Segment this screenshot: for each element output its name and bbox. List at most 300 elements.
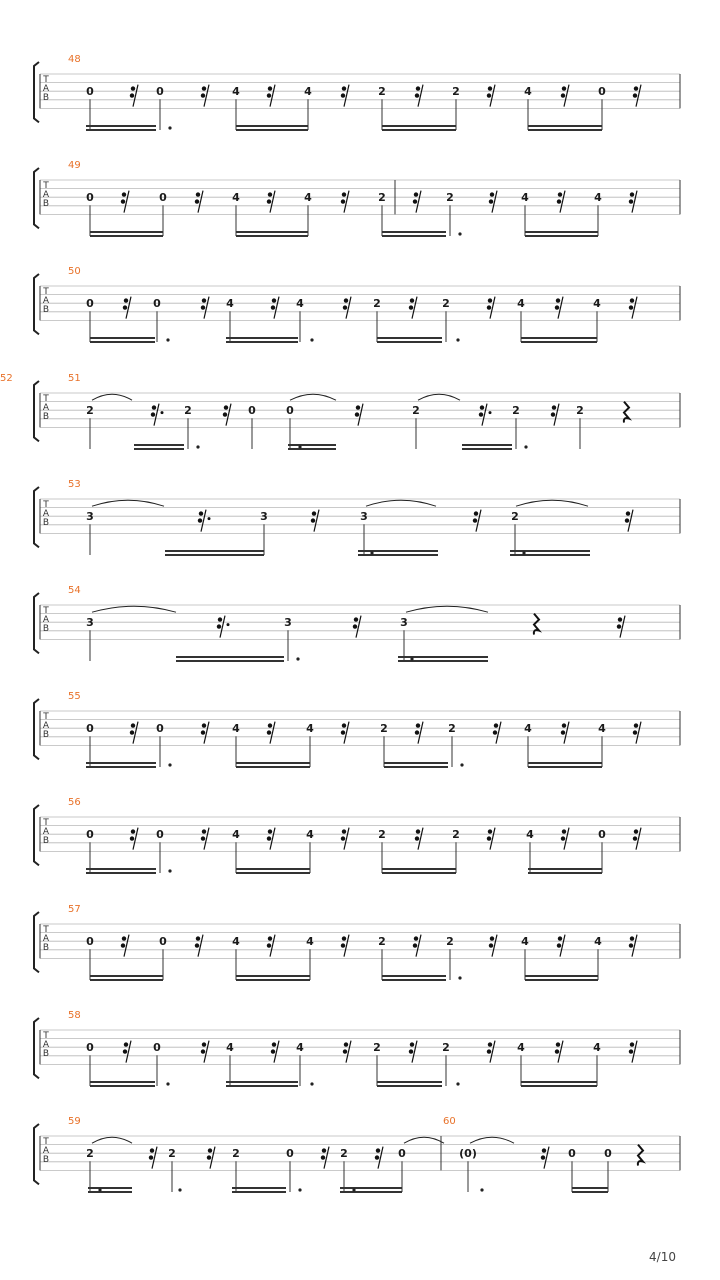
rest-flag xyxy=(198,518,202,522)
rest-flag xyxy=(473,518,477,522)
sixteenth-rest xyxy=(415,828,423,850)
rest-flag xyxy=(224,405,228,409)
rhythm-dot xyxy=(522,551,525,554)
tab-clef-letter: A xyxy=(42,721,50,731)
rest-flag xyxy=(268,936,272,940)
rest-flag xyxy=(343,305,347,309)
fret-number: 2 xyxy=(446,191,454,205)
rest-flag xyxy=(415,93,419,97)
rest-flag xyxy=(341,730,345,734)
sixteenth-rest xyxy=(489,935,497,957)
tab-clef-letter: B xyxy=(42,836,50,846)
fret-number: 4 xyxy=(232,935,240,949)
tab-clef-letter: T xyxy=(43,1137,49,1147)
fret-number: 2 xyxy=(378,935,386,949)
rhythm-dot xyxy=(168,869,171,872)
page-number: 4/10 xyxy=(649,1250,676,1264)
fret-number: 2 xyxy=(378,85,386,99)
rest-flag xyxy=(633,93,637,97)
sixteenth-rest xyxy=(341,191,349,213)
rest-flag xyxy=(541,1155,545,1159)
quarter-rest xyxy=(638,1145,643,1166)
rhythm-dot xyxy=(166,1082,169,1085)
fret-number: 0 xyxy=(159,935,167,949)
fret-number: 0 xyxy=(86,191,94,205)
sixteenth-rest xyxy=(341,722,349,744)
quarter-rest xyxy=(534,614,539,635)
tab-clef-letter: T xyxy=(43,818,49,828)
rest-flag xyxy=(131,829,135,833)
rest-flag xyxy=(617,624,621,628)
rest-flag xyxy=(267,730,271,734)
rest-flag xyxy=(131,86,135,90)
fret-number: 4 xyxy=(593,1041,601,1055)
fret-number: 3 xyxy=(260,510,268,524)
tab-system xyxy=(34,54,680,130)
tie xyxy=(92,606,176,612)
rest-flag xyxy=(151,412,155,416)
rest-flag xyxy=(488,829,492,833)
tie xyxy=(290,394,336,400)
rest-flag xyxy=(557,943,561,947)
tab-clef-letter: T xyxy=(43,287,49,297)
fret-number: 4 xyxy=(521,191,529,205)
rest-flag xyxy=(344,1042,348,1046)
sixteenth-rest xyxy=(321,1147,329,1169)
tab-clef-letter: A xyxy=(42,190,50,200)
rest-flag xyxy=(268,723,272,727)
tie xyxy=(470,1137,514,1143)
rest-flag xyxy=(634,86,638,90)
fret-number: 4 xyxy=(593,297,601,311)
rest-dot xyxy=(489,411,492,414)
system-bracket xyxy=(34,487,39,547)
rest-flag xyxy=(480,405,484,409)
tab-system xyxy=(0,373,680,449)
fret-number: 0 xyxy=(568,1147,576,1161)
rest-flag xyxy=(124,298,128,302)
rest-flag xyxy=(121,943,125,947)
rest-flag xyxy=(342,936,346,940)
rhythm-dot xyxy=(370,551,373,554)
rest-flag xyxy=(122,192,126,196)
rest-flag xyxy=(311,518,315,522)
rest-flag xyxy=(341,93,345,97)
rest-flag xyxy=(489,943,493,947)
rest-flag xyxy=(343,1049,347,1053)
tab-clef-letter: T xyxy=(43,181,49,191)
fret-number: 4 xyxy=(226,297,234,311)
rest-flag xyxy=(490,936,494,940)
sixteenth-rest xyxy=(343,297,351,319)
sixteenth-rest xyxy=(121,191,129,213)
rest-dot xyxy=(161,411,164,414)
sixteenth-rest xyxy=(271,297,279,319)
sixteenth-rest xyxy=(629,935,637,957)
sixteenth-rest xyxy=(341,935,349,957)
tab-clef-letter: B xyxy=(42,305,50,315)
rhythm-dot xyxy=(98,1188,101,1191)
sixteenth-rest xyxy=(473,510,481,532)
rhythm-dot xyxy=(458,976,461,979)
sixteenth-rest xyxy=(355,404,363,426)
fret-number: 2 xyxy=(576,404,584,418)
tab-clef-letter: B xyxy=(42,730,50,740)
fret-number: 0 xyxy=(286,1147,294,1161)
fret-number: 2 xyxy=(378,191,386,205)
sixteenth-rest xyxy=(149,1147,157,1169)
tab-system xyxy=(34,160,680,236)
tab-system xyxy=(34,1116,680,1192)
sixteenth-rest xyxy=(130,828,138,850)
fret-number: 2 xyxy=(378,828,386,842)
tie xyxy=(366,500,436,506)
tab-clef-letter: A xyxy=(42,509,50,519)
measure-number: 57 xyxy=(68,904,81,915)
system-bracket xyxy=(34,593,39,653)
rest-flag xyxy=(322,1148,326,1152)
sixteenth-rest xyxy=(375,1147,383,1169)
sixteenth-rest xyxy=(151,404,164,426)
sixteenth-rest xyxy=(541,1147,549,1169)
fret-number: 0 xyxy=(156,828,164,842)
rest-flag xyxy=(131,723,135,727)
fret-number: 0 xyxy=(598,828,606,842)
fret-number: 0 xyxy=(159,191,167,205)
tab-clef-letter: T xyxy=(43,394,49,404)
fret-number: 3 xyxy=(86,510,94,524)
sixteenth-rest xyxy=(195,935,203,957)
rhythm-dot xyxy=(410,657,413,660)
sixteenth-rest xyxy=(487,828,495,850)
tab-clef-letter: T xyxy=(43,606,49,616)
rest-flag xyxy=(410,1042,414,1046)
measure-number: 59 xyxy=(68,1116,81,1127)
measure-number: 49 xyxy=(68,160,81,171)
system-bracket xyxy=(34,1018,39,1078)
fret-number: 0 xyxy=(286,404,294,418)
rest-flag xyxy=(551,412,555,416)
rest-flag xyxy=(629,199,633,203)
tab-clef-letter: A xyxy=(42,1146,50,1156)
rhythm-dot xyxy=(458,232,461,235)
rest-flag xyxy=(555,1049,559,1053)
sixteenth-rest xyxy=(201,828,209,850)
rest-flag xyxy=(625,518,629,522)
rest-flag xyxy=(414,192,418,196)
rhythm-dot xyxy=(460,763,463,766)
rest-flag xyxy=(130,93,134,97)
fret-number: 4 xyxy=(304,191,312,205)
rhythm-dot xyxy=(166,338,169,341)
fret-number: 2 xyxy=(448,722,456,736)
sixteenth-rest xyxy=(415,85,423,107)
rhythm-dot xyxy=(456,338,459,341)
fret-number: 2 xyxy=(380,722,388,736)
fret-number: (0) xyxy=(459,1147,477,1161)
fret-number: 0 xyxy=(604,1147,612,1161)
rest-flag xyxy=(634,829,638,833)
rhythm-dot xyxy=(196,445,199,448)
rest-flag xyxy=(414,936,418,940)
rhythm-dot xyxy=(296,657,299,660)
fret-number: 4 xyxy=(517,1041,525,1055)
sixteenth-rest xyxy=(267,935,275,957)
rest-flag xyxy=(267,943,271,947)
fret-number: 0 xyxy=(398,1147,406,1161)
fret-number: 4 xyxy=(526,828,534,842)
measure-number: 51 xyxy=(68,373,81,384)
rest-flag xyxy=(202,723,206,727)
rest-flag xyxy=(557,199,561,203)
fret-number: 2 xyxy=(232,1147,240,1161)
sixteenth-rest xyxy=(409,1041,417,1063)
sixteenth-rest xyxy=(633,722,641,744)
tab-system xyxy=(34,797,680,873)
tab-clef-letter: B xyxy=(42,624,50,634)
rest-flag xyxy=(626,511,630,515)
rest-flag xyxy=(271,305,275,309)
fret-number: 2 xyxy=(86,1147,94,1161)
sixteenth-rest xyxy=(487,297,495,319)
rest-flag xyxy=(202,829,206,833)
rest-flag xyxy=(561,93,565,97)
system-bracket xyxy=(34,912,39,972)
rest-flag xyxy=(488,298,492,302)
tab-system xyxy=(34,585,680,661)
rest-flag xyxy=(201,93,205,97)
rest-flag xyxy=(376,1148,380,1152)
sixteenth-rest xyxy=(629,1041,637,1063)
tie xyxy=(418,394,460,400)
rest-flag xyxy=(123,1049,127,1053)
tab-system xyxy=(34,904,680,980)
fret-number: 0 xyxy=(86,1041,94,1055)
fret-number: 0 xyxy=(598,85,606,99)
sixteenth-rest xyxy=(629,297,637,319)
rest-flag xyxy=(202,298,206,302)
sixteenth-rest xyxy=(198,510,211,532)
fret-number: 2 xyxy=(184,404,192,418)
rest-flag xyxy=(353,624,357,628)
rest-flag xyxy=(415,730,419,734)
rhythm-dot xyxy=(298,445,301,448)
rest-flag xyxy=(321,1155,325,1159)
fret-number: 4 xyxy=(517,297,525,311)
fret-number: 4 xyxy=(232,828,240,842)
measure-number: 56 xyxy=(68,797,81,808)
rest-flag xyxy=(267,199,271,203)
measure-number: 60 xyxy=(443,1116,456,1127)
fret-number: 4 xyxy=(521,935,529,949)
sixteenth-rest xyxy=(629,191,637,213)
rhythm-dot xyxy=(456,1082,459,1085)
rest-flag xyxy=(630,192,634,196)
rhythm-dot xyxy=(310,338,313,341)
rest-flag xyxy=(489,199,493,203)
sixteenth-rest xyxy=(267,722,275,744)
sixteenth-rest xyxy=(267,828,275,850)
measure-number: 52 xyxy=(0,373,13,384)
system-bracket xyxy=(34,805,39,865)
rest-flag xyxy=(199,511,203,515)
rest-flag xyxy=(630,1042,634,1046)
rest-flag xyxy=(272,1042,276,1046)
rest-flag xyxy=(487,93,491,97)
measure-number: 55 xyxy=(68,691,81,702)
rest-flag xyxy=(633,836,637,840)
rest-flag xyxy=(354,617,358,621)
sixteenth-rest xyxy=(217,616,230,638)
rest-flag xyxy=(201,1049,205,1053)
rest-flag xyxy=(342,829,346,833)
tab-clef-letter: B xyxy=(42,943,50,953)
sixteenth-rest xyxy=(195,191,203,213)
rest-flag xyxy=(488,86,492,90)
rest-flag xyxy=(121,199,125,203)
sixteenth-rest xyxy=(625,510,633,532)
rest-flag xyxy=(355,412,359,416)
rest-flag xyxy=(558,192,562,196)
rest-flag xyxy=(416,829,420,833)
rest-flag xyxy=(218,617,222,621)
fret-number: 0 xyxy=(86,722,94,736)
sixteenth-rest xyxy=(353,616,361,638)
sixteenth-rest xyxy=(207,1147,215,1169)
rest-flag xyxy=(562,86,566,90)
rest-flag xyxy=(487,1049,491,1053)
rest-flag xyxy=(494,723,498,727)
rest-flag xyxy=(410,298,414,302)
rest-flag xyxy=(150,1148,154,1152)
rest-flag xyxy=(208,1148,212,1152)
tab-clef-letter: B xyxy=(42,199,50,209)
rest-flag xyxy=(342,192,346,196)
rest-flag xyxy=(416,86,420,90)
fret-number: 4 xyxy=(524,722,532,736)
fret-number: 2 xyxy=(373,297,381,311)
fret-number: 2 xyxy=(373,1041,381,1055)
measure-number: 58 xyxy=(68,1010,81,1021)
fret-number: 4 xyxy=(296,297,304,311)
measure-number: 50 xyxy=(68,266,81,277)
measure-number: 54 xyxy=(68,585,81,596)
rest-flag xyxy=(409,1049,413,1053)
sixteenth-rest xyxy=(123,297,131,319)
rest-flag xyxy=(312,511,316,515)
rest-flag xyxy=(123,305,127,309)
rhythm-dot xyxy=(480,1188,483,1191)
rest-flag xyxy=(130,836,134,840)
rest-flag xyxy=(618,617,622,621)
sixteenth-rest xyxy=(341,828,349,850)
sixteenth-rest xyxy=(409,297,417,319)
rest-flag xyxy=(633,730,637,734)
fret-number: 2 xyxy=(446,935,454,949)
rest-flag xyxy=(561,836,565,840)
rest-flag xyxy=(149,1155,153,1159)
rhythm-dot xyxy=(168,126,171,129)
rest-flag xyxy=(201,730,205,734)
sixteenth-rest xyxy=(271,1041,279,1063)
rest-flag xyxy=(556,298,560,302)
tab-clef-letter: A xyxy=(42,84,50,94)
rest-flag xyxy=(413,199,417,203)
fret-number: 0 xyxy=(86,297,94,311)
fret-number: 3 xyxy=(360,510,368,524)
sixteenth-rest xyxy=(201,85,209,107)
sixteenth-rest xyxy=(223,404,231,426)
fret-number: 4 xyxy=(594,191,602,205)
rest-flag xyxy=(196,192,200,196)
sixteenth-rest xyxy=(201,297,209,319)
rest-flag xyxy=(552,405,556,409)
tie xyxy=(516,500,588,506)
rest-flag xyxy=(474,511,478,515)
rest-flag xyxy=(490,192,494,196)
rest-flag xyxy=(272,298,276,302)
sixteenth-rest xyxy=(311,510,319,532)
fret-number: 3 xyxy=(400,616,408,630)
rest-flag xyxy=(487,305,491,309)
rhythm-dot xyxy=(352,1188,355,1191)
system-bracket xyxy=(34,699,39,759)
rest-flag xyxy=(629,305,633,309)
tab-clef-letter: B xyxy=(42,412,50,422)
rest-flag xyxy=(409,305,413,309)
sixteenth-rest xyxy=(201,1041,209,1063)
rest-flag xyxy=(268,192,272,196)
tab-clef-letter: A xyxy=(42,403,50,413)
fret-number: 2 xyxy=(340,1147,348,1161)
tab-clef-letter: B xyxy=(42,93,50,103)
tie xyxy=(406,606,488,612)
fret-number: 4 xyxy=(304,85,312,99)
tab-clef-letter: A xyxy=(42,615,50,625)
sixteenth-rest xyxy=(557,935,565,957)
fret-number: 4 xyxy=(232,85,240,99)
fret-number: 0 xyxy=(86,935,94,949)
sixteenth-rest xyxy=(343,1041,351,1063)
rhythm-dot xyxy=(298,1188,301,1191)
rest-flag xyxy=(202,1042,206,1046)
rest-flag xyxy=(202,86,206,90)
sixteenth-rest xyxy=(123,1041,131,1063)
sixteenth-rest xyxy=(487,85,495,107)
fret-number: 4 xyxy=(306,828,314,842)
sixteenth-rest xyxy=(555,1041,563,1063)
rest-flag xyxy=(124,1042,128,1046)
tie xyxy=(92,1137,132,1143)
sixteenth-rest xyxy=(130,722,138,744)
sixteenth-rest xyxy=(555,297,563,319)
sixteenth-rest xyxy=(487,1041,495,1063)
sixteenth-rest xyxy=(415,722,423,744)
rhythm-dot xyxy=(168,763,171,766)
tab-clef-letter: T xyxy=(43,1031,49,1041)
rest-flag xyxy=(341,943,345,947)
fret-number: 2 xyxy=(512,404,520,418)
fret-number: 2 xyxy=(452,85,460,99)
rest-flag xyxy=(356,405,360,409)
rest-flag xyxy=(195,199,199,203)
fret-number: 4 xyxy=(594,935,602,949)
rest-flag xyxy=(344,298,348,302)
rest-flag xyxy=(201,836,205,840)
fret-number: 2 xyxy=(511,510,519,524)
fret-number: 0 xyxy=(86,85,94,99)
rest-flag xyxy=(152,405,156,409)
